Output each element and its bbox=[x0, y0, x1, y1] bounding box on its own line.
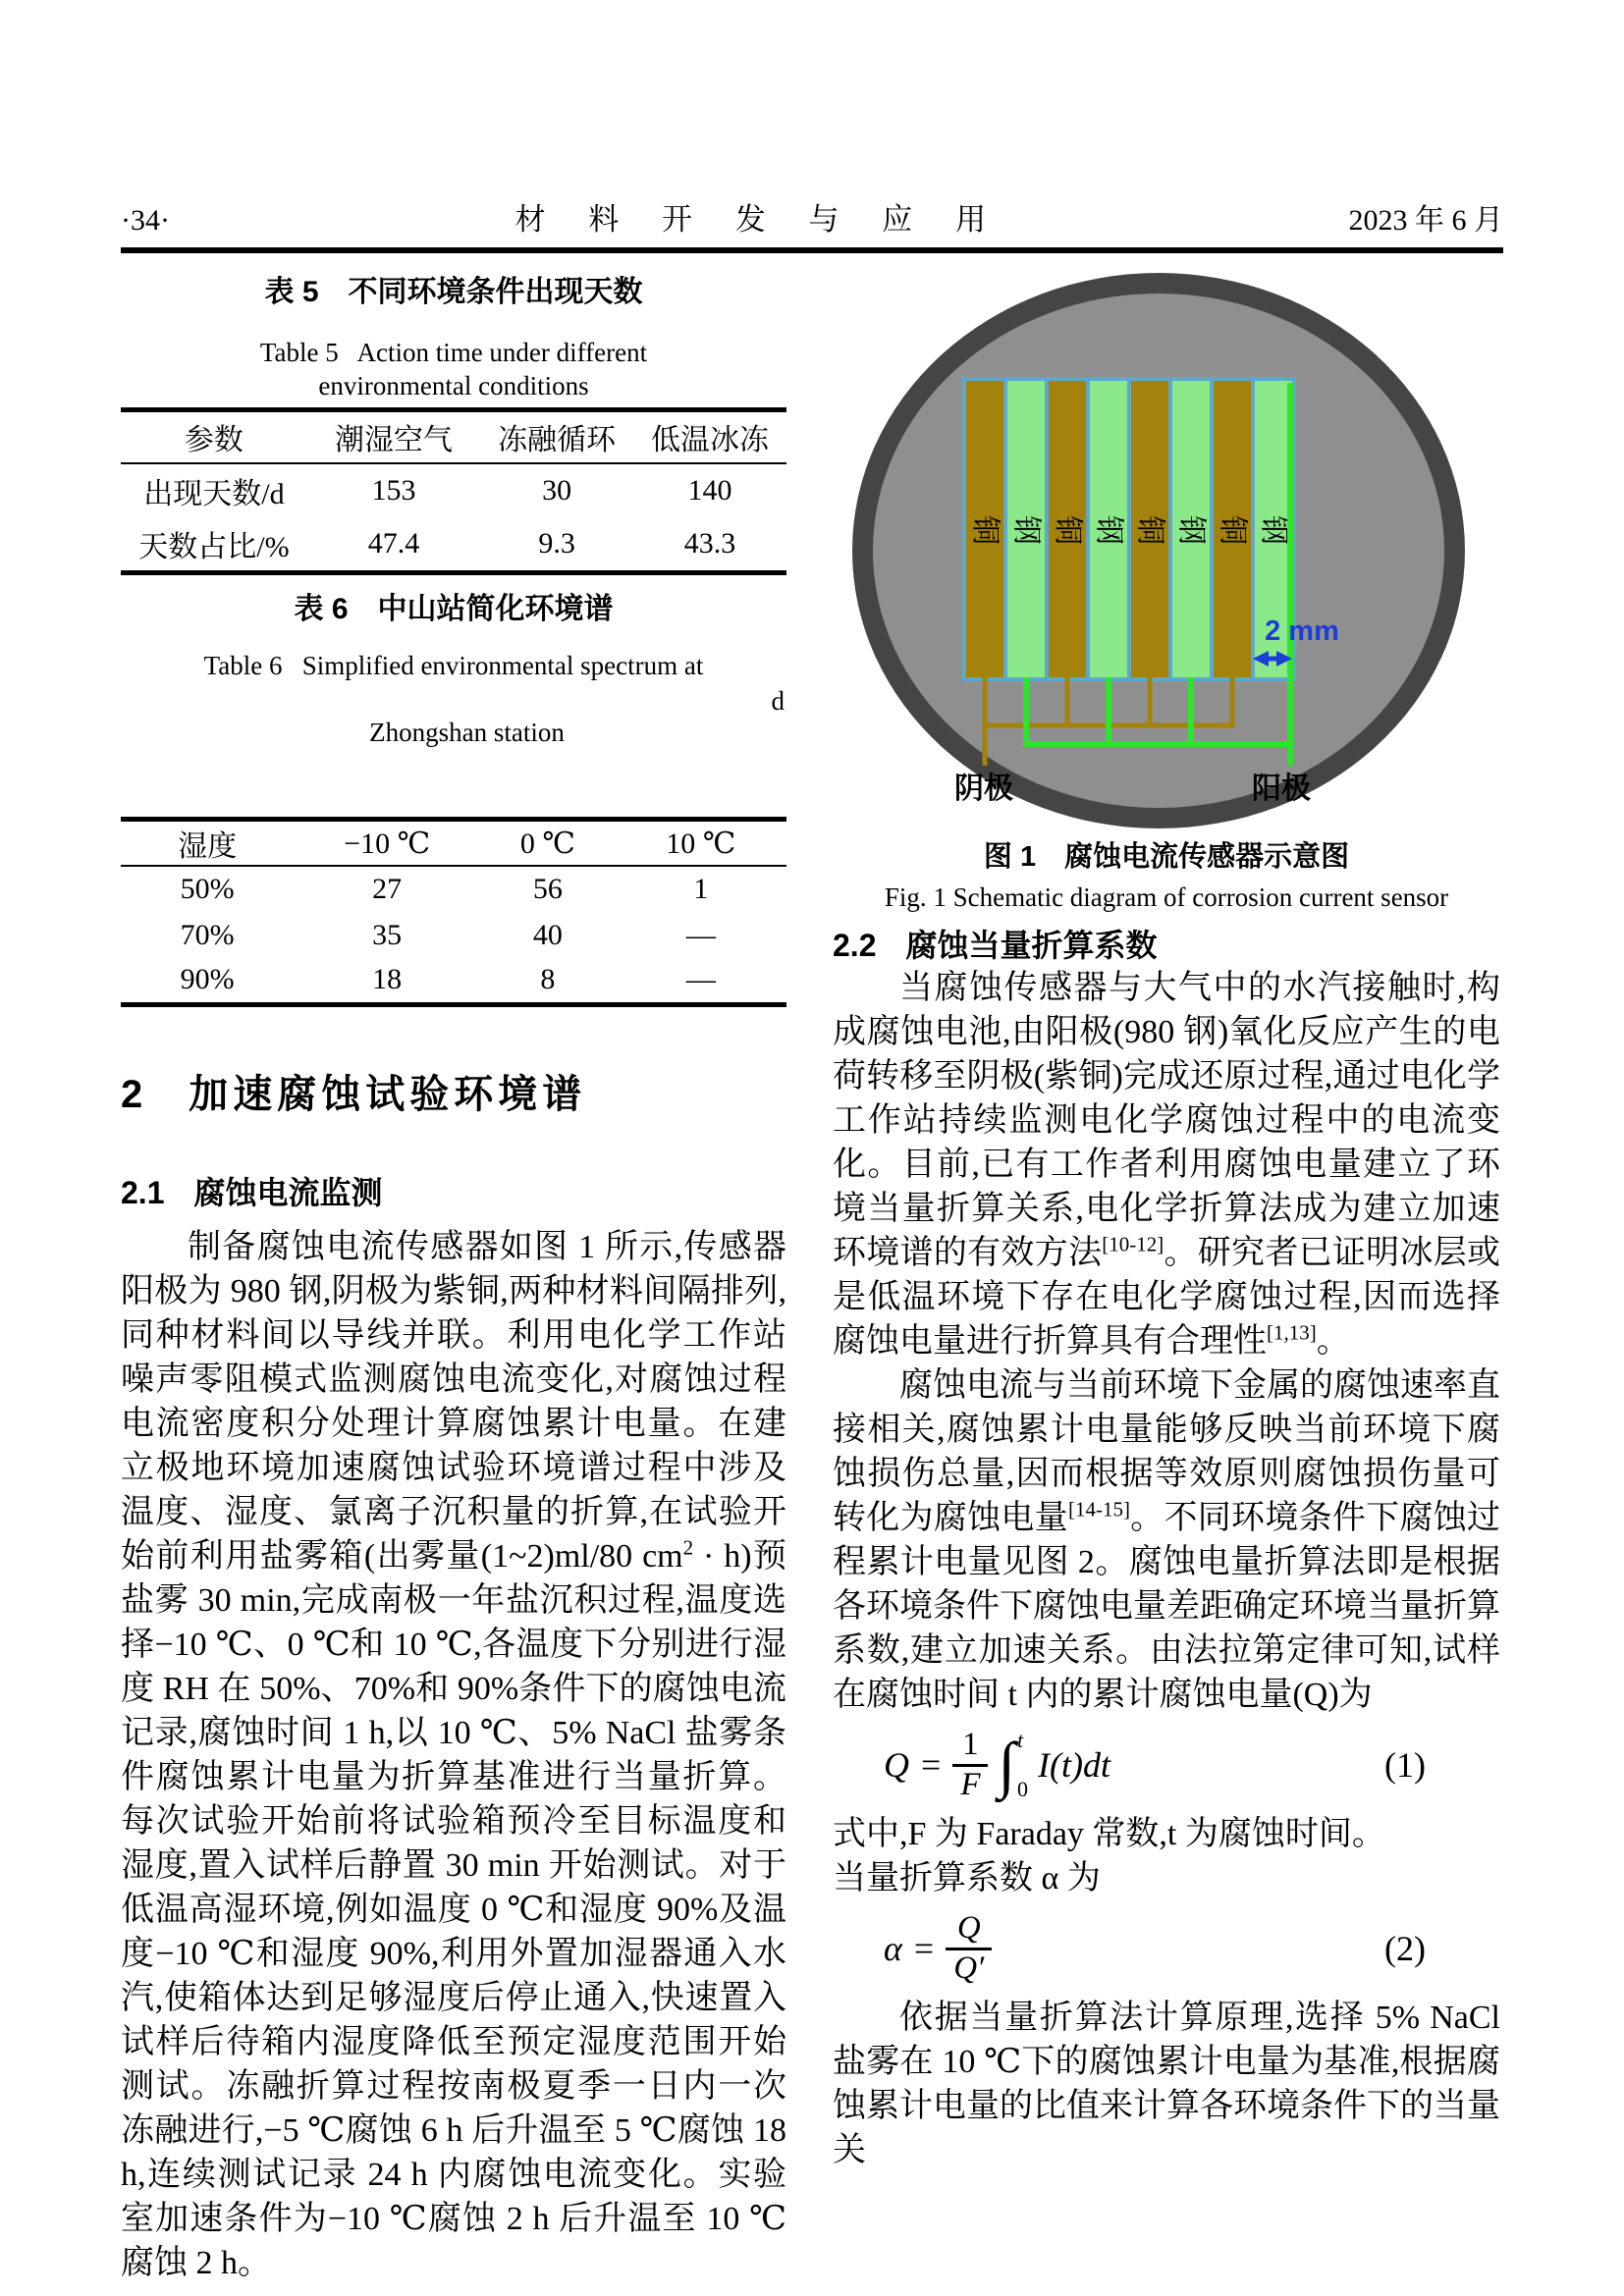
stripe-label: 铜 bbox=[1133, 515, 1166, 545]
section-2-1-title: 腐蚀电流监测 bbox=[193, 1174, 383, 1210]
table6-cell: 70% bbox=[180, 918, 235, 951]
equation-number: (1) bbox=[1384, 1745, 1426, 1786]
section-2-title: 加速腐蚀试验环境谱 bbox=[189, 1072, 587, 1116]
table5-cell: 9.3 bbox=[538, 527, 575, 561]
table6-cell: 40 bbox=[532, 918, 563, 951]
table5-cell: 天数占比/% bbox=[138, 531, 290, 564]
table6-cell: 50% bbox=[180, 873, 235, 905]
paragraph-text: 当腐蚀传感器与大气中的水汽接触时,构成腐蚀电池,由阳极(980 钢)氧化反应产生的电荷转移至阴极(紫铜)完成还原过程,通过电化学工作站持续监测电化学腐蚀过程中的电流变化。目前,已有工作者利用腐蚀电量建立了环境当量折算关系,电化学折算法成为建立加速环境谱的有效方法 bbox=[833, 970, 1500, 1271]
integrand: I(t)dt bbox=[1038, 1745, 1110, 1786]
page-header bbox=[121, 194, 1503, 239]
left-column bbox=[121, 270, 786, 2285]
integral-upper-limit: t bbox=[1017, 1728, 1024, 1753]
fraction-denominator: Q′ bbox=[946, 1948, 992, 1988]
fraction bbox=[946, 1910, 992, 1988]
table5-title-en-line1: Table 5 Action time under different bbox=[259, 338, 648, 367]
table6-title-zh: 表 6 中山站简化环境谱 bbox=[294, 593, 614, 625]
table6-cell: — bbox=[685, 963, 716, 996]
table6-cell: 18 bbox=[372, 963, 403, 996]
equals-sign: = bbox=[913, 1929, 935, 1969]
figure1-caption-zh: 图 1 腐蚀电流传感器示意图 bbox=[983, 841, 1350, 873]
header-rule bbox=[121, 247, 1503, 253]
scale-label: 2 mm bbox=[1265, 615, 1339, 647]
table6-row bbox=[121, 912, 786, 958]
table6-header-cell: 0 ℃ bbox=[519, 827, 575, 860]
paragraph-text: 。 bbox=[1316, 1323, 1350, 1360]
paragraph-text: 。不同环境条件下腐蚀过程累计电量见图 2。腐蚀电量折算法即是根据各环境条件下腐蚀电量差距确定环境当量折算系数,建立加速关系。由法拉第定律可知,试样在腐蚀时间 t 内的累计腐蚀电量(Q)为 bbox=[833, 1500, 1501, 1713]
citation-superscript: [14-15] bbox=[1067, 1497, 1130, 1522]
fraction-numerator: Q bbox=[956, 1909, 981, 1946]
cathode-label: 阴极 bbox=[954, 773, 1013, 805]
section-2-number: 2 bbox=[121, 1072, 148, 1116]
table5-cell: 140 bbox=[687, 474, 732, 507]
table6-title-en-text: Zhongshan station bbox=[369, 718, 565, 747]
integral-limits bbox=[1017, 1728, 1028, 1802]
stripe-label: 钢 bbox=[1174, 515, 1208, 545]
table6-header-cell: 湿度 bbox=[178, 830, 238, 863]
issue-date: 2023 年 6 月 bbox=[1348, 204, 1503, 237]
table5-header-cell: 潮湿空气 bbox=[334, 424, 453, 457]
table6 bbox=[121, 817, 786, 1007]
equation-1 bbox=[833, 1727, 1500, 1804]
integral-lower-limit: 0 bbox=[1017, 1777, 1029, 1802]
section-2-1-heading bbox=[121, 1172, 786, 1213]
table5-title-zh: 表 5 不同环境条件出现天数 bbox=[264, 276, 643, 308]
table6-header-cell: 10 ℃ bbox=[666, 827, 736, 860]
table6-cell: — bbox=[685, 918, 716, 951]
table5-row bbox=[121, 518, 786, 573]
table5-cell: 出现天数/d bbox=[143, 478, 285, 510]
table6-cell: 56 bbox=[532, 873, 563, 905]
figure1-sensor-schematic bbox=[833, 263, 1500, 834]
paragraph-text: 腐蚀电流与当前环境下金属的腐蚀速率直接相关,腐蚀累计电量能够反映当前环境下腐蚀损伤总量,因而根据等效原则腐蚀损伤量可转化为腐蚀电量 bbox=[833, 1367, 1500, 1536]
table5-header-cell: 冻融循环 bbox=[498, 424, 617, 457]
stripe-label: 钢 bbox=[1092, 515, 1125, 545]
table6-cell: 27 bbox=[372, 873, 403, 905]
equation-2 bbox=[833, 1910, 1500, 1988]
right-column bbox=[833, 263, 1500, 2172]
table5-cell: 153 bbox=[371, 474, 416, 507]
paragraph-text: · h)预盐雾 30 min,完成南极一年盐沉积过程,温度选择−10 ℃、0 ℃和 10 ℃,各温度下分别进行湿度 RH 在 50%、70%和 90%条件下的腐蚀电流记录,腐蚀时间 1 h,以 10 ℃、5% NaCl 盐雾条件腐蚀累计电量为折算基准进行当量折算。每次试验开始前将试验箱预冷至目标温度和湿度,置入试样后静置 30 min 开始测试。对于低温高湿环境,例如温度 0 ℃和湿度 90%及温度−10 ℃和湿度 90%,利用外置加湿器通入水汽,使箱体达到足够湿度后停止通入,快速置入试样后待箱内湿度降低至预定湿度范围开始测试。冻融折算过程按南极夏季一日内一次冻融进行,−5 ℃腐蚀 6 h 后升温至 5 ℃腐蚀 18 h,连续测试记录 24 h 内腐蚀电流变化。实验室加速条件为−10 ℃腐蚀 2 h 后升温至 10 ℃腐蚀 2 h。 bbox=[121, 1537, 786, 2281]
table6-row bbox=[121, 958, 786, 1004]
table5-title-en-line2: environmental conditions bbox=[318, 371, 589, 400]
section-2-heading bbox=[121, 1070, 786, 1119]
table5-header-cell: 参数 bbox=[184, 424, 244, 457]
table5-cell: 43.3 bbox=[683, 527, 736, 561]
integral-sign: ∫ bbox=[998, 1730, 1016, 1800]
anode-label: 阳极 bbox=[1252, 773, 1311, 805]
table6-header-cell: −10 ℃ bbox=[344, 827, 431, 860]
table5-header-cell: 低温冰冻 bbox=[651, 424, 770, 457]
citation-superscript: [10-12] bbox=[1102, 1232, 1164, 1256]
stripe-label: 铜 bbox=[968, 515, 1001, 545]
right-paragraph-3: 依据当量折算法计算原理,选择 5% NaCl 盐雾在 10 ℃下的腐蚀累计电量为基准,根据腐蚀累计电量的比值来计算各环境条件下的当量关 bbox=[833, 1999, 1500, 2168]
right-paragraph-2 bbox=[833, 1363, 1500, 1717]
fraction bbox=[952, 1727, 988, 1804]
left-body-paragraph bbox=[121, 1225, 786, 2285]
stripe-label: 铜 bbox=[1051, 515, 1084, 545]
paragraph-text: 。研究者已证明冰层或是低温环境下存在电化学腐蚀过程,因而选择腐蚀电量进行折算具有合理性 bbox=[833, 1235, 1501, 1360]
table5-cell: 30 bbox=[542, 474, 572, 507]
journal-title: 材 料 开 发 与 应 用 bbox=[514, 202, 1003, 237]
stripe-label: 铜 bbox=[1216, 515, 1249, 545]
table6-title-en-line1: Table 6 Simplified environmental spectrum at bbox=[203, 651, 704, 680]
figure1-caption-en: Fig. 1 Schematic diagram of corrosion current sensor bbox=[884, 882, 1449, 912]
section-2-2-heading bbox=[833, 925, 1500, 966]
table5-cell: 47.4 bbox=[367, 527, 420, 561]
citation-superscript: [1,13] bbox=[1267, 1320, 1317, 1345]
table6-row bbox=[121, 866, 786, 912]
table6-unit: d bbox=[771, 686, 785, 716]
table6-cell: 8 bbox=[540, 963, 556, 996]
alpha-intro-line: 当量折算系数 α 为 bbox=[833, 1859, 1101, 1896]
right-paragraph-1 bbox=[833, 966, 1500, 1363]
equation-lhs: α bbox=[884, 1929, 902, 1969]
fraction-denominator: F bbox=[952, 1764, 988, 1804]
table6-cell: 1 bbox=[693, 873, 709, 905]
equation-1-note: 式中,F 为 Faraday 常数,t 为腐蚀时间。 bbox=[833, 1815, 1385, 1852]
paragraph-text: 制备腐蚀电流传感器如图 1 所示,传感器阳极为 980 钢,阴极为紫铜,两种材料间隔排列,同种材料间以导线并联。利用电化学工作站噪声零阻模式监测腐蚀电流变化,对腐蚀过程电流密度积分处理计算腐蚀累计电量。在建立极地环境加速腐蚀试验环境谱过程中涉及温度、湿度、氯离子沉积量的折算,在试验开始前利用盐雾箱(出雾量(1~2)ml/80 cm bbox=[121, 1228, 786, 1575]
equation-lhs: Q bbox=[884, 1745, 909, 1786]
equation-number: (2) bbox=[1384, 1929, 1426, 1969]
table6-cell: 90% bbox=[180, 963, 235, 996]
table5 bbox=[121, 407, 786, 575]
section-2-1-number: 2.1 bbox=[121, 1174, 165, 1210]
table6-title-en-line2 bbox=[121, 685, 786, 811]
stripe-label: 钢 bbox=[1257, 515, 1290, 545]
table5-row bbox=[121, 463, 786, 518]
equals-sign: = bbox=[921, 1745, 942, 1786]
table6-cell: 35 bbox=[372, 918, 403, 951]
section-2-2-title: 腐蚀当量折算系数 bbox=[905, 928, 1158, 963]
table6-header-row bbox=[121, 820, 786, 867]
fraction-numerator: 1 bbox=[962, 1727, 979, 1762]
page-number: ·34· bbox=[121, 204, 170, 237]
stripe-label: 钢 bbox=[1009, 515, 1043, 545]
section-2-2-number: 2.2 bbox=[833, 928, 877, 963]
sensor-schematic-svg bbox=[833, 263, 1500, 834]
table5-header-row bbox=[121, 410, 786, 463]
superscript: 2 bbox=[682, 1535, 694, 1560]
integral bbox=[998, 1728, 1036, 1802]
